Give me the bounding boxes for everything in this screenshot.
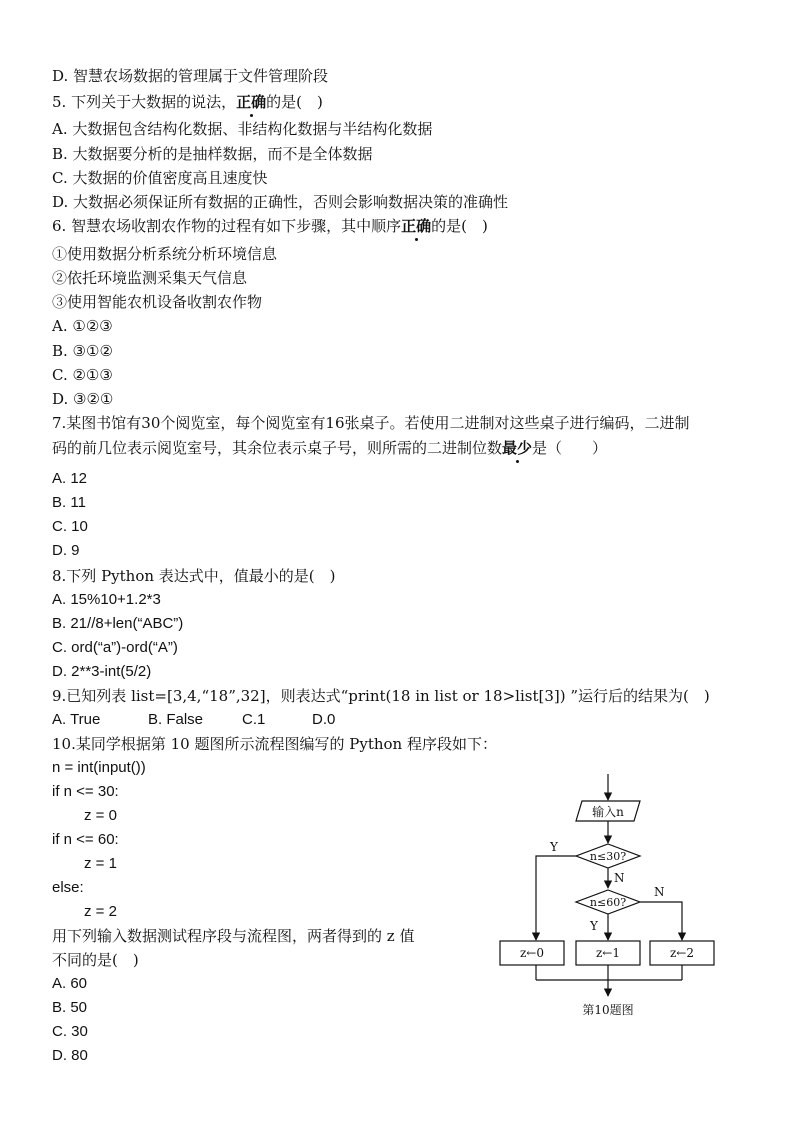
q10-question-line-1: 用下列输入数据测试程序段与流程图，两者得到的 z 值: [52, 927, 415, 945]
box-z2-label: z←2: [669, 946, 695, 960]
q5-stem-prefix: 5. 下列关于大数据的说法，: [52, 93, 237, 111]
q6-option-a: A. ①②③: [52, 317, 113, 335]
cond1-yes-label: Y: [550, 840, 558, 854]
flowchart: [490, 770, 730, 1030]
q5-option-d: D. 大数据必须保证所有数据的正确性，否则会影响数据决策的准确性: [52, 193, 509, 211]
arrow-cond2-no: [640, 902, 682, 940]
q9-option-d: D.0: [312, 711, 336, 728]
q7-emphasis: 最少: [502, 439, 533, 457]
q8-option-a: A. 15%10+1.2*3: [52, 591, 161, 608]
code-line-5: z = 1: [84, 855, 117, 872]
q9-option-c: C.1: [242, 711, 266, 728]
q10-option-a: A. 60: [52, 975, 88, 992]
q4-option-d: D. 智慧农场数据的管理属于文件管理阶段: [52, 67, 329, 85]
q6-step-2: ②依托环境监测采集天气信息: [52, 269, 248, 287]
q10-stem: 10.某同学根据第 10 题图所示流程图编写的 Python 程序段如下：: [52, 735, 497, 753]
input-label: 输入n: [592, 805, 624, 819]
code-line-7: z = 2: [84, 903, 117, 920]
code-line-1: n = int(input()): [52, 759, 146, 776]
code-line-4: if n <= 60:: [52, 831, 119, 848]
cond1-label: n≤30?: [589, 850, 627, 863]
q6-option-c: C. ②①③: [52, 366, 113, 384]
q7-option-d: D. 9: [52, 542, 80, 559]
cond2-yes-label: Y: [590, 919, 598, 933]
q5-option-a: A. 大数据包含结构化数据、非结构化数据与半结构化数据: [52, 120, 433, 138]
q6-step-3: ③使用智能农机设备收割农作物: [52, 293, 263, 311]
q7-stem-prefix: 码的前几位表示阅览室号，其余位表示桌子号，则所需的二进制位数: [52, 439, 503, 457]
q6-emphasis: 正确: [401, 217, 432, 235]
q7-stem-line-1: 7.某图书馆有30个阅览室，每个阅览室有16张桌子。若使用二进制对这些桌子进行编码，二进制: [52, 414, 690, 432]
box-z0-label: z←0: [519, 946, 545, 960]
q7-option-a: A. 12: [52, 470, 88, 487]
q10-option-c: C. 30: [52, 1023, 88, 1040]
code-line-2: if n <= 30:: [52, 783, 119, 800]
q5-option-c: C. 大数据的价值密度高且速度快: [52, 169, 268, 187]
q6-stem-prefix: 6. 智慧农场收割农作物的过程有如下步骤，其中顺序: [52, 217, 402, 235]
arrow-cond1-yes: [536, 856, 576, 940]
q9-option-a: A. True: [52, 711, 101, 728]
q9-stem: 9.已知列表 list=[3,4,“18”,32]，则表达式“print(18 in list or 18>list[3]) ”运行后的结果为( ): [52, 687, 710, 705]
cond2-label: n≤60?: [589, 896, 627, 909]
q5-emphasis: 正确: [236, 93, 267, 111]
box-z1-label: z←1: [595, 946, 621, 960]
q8-stem: 8.下列 Python 表达式中，值最小的是( ): [52, 567, 336, 585]
q10-question-line-2: 不同的是( ): [52, 951, 139, 969]
q5-option-b: B. 大数据要分析的是抽样数据，而不是全体数据: [52, 145, 373, 163]
q5-stem: [52, 92, 323, 112]
q5-stem-suffix: 的是( ): [266, 93, 323, 111]
q7-option-b: B. 11: [52, 494, 86, 511]
q10-option-b: B. 50: [52, 999, 88, 1016]
q9-option-b: B. False: [148, 711, 204, 728]
q8-option-c: C. ord(“a”)-ord(“A”): [52, 639, 178, 656]
code-line-6: else:: [52, 879, 84, 896]
code-line-3: z = 0: [84, 807, 117, 824]
q6-option-b: B. ③①②: [52, 342, 113, 360]
cond2-no-label: N: [654, 885, 665, 899]
q6-stem-suffix: 的是( ): [431, 217, 488, 235]
q10-option-d: D. 80: [52, 1047, 88, 1064]
q7-option-c: C. 10: [52, 518, 88, 535]
q6-step-1: ①使用数据分析系统分析环境信息: [52, 245, 278, 263]
cond1-no-label: N: [614, 871, 625, 885]
q7-stem-line-2: [52, 438, 607, 458]
q7-stem-suffix: 是（ ）: [532, 439, 608, 457]
q6-stem: [52, 216, 488, 236]
q6-option-d: D. ③②①: [52, 390, 114, 408]
q8-option-b: B. 21//8+len(“ABC”): [52, 615, 184, 632]
flowchart-caption: 第10题图: [582, 1003, 634, 1017]
q8-option-d: D. 2**3-int(5/2): [52, 663, 152, 680]
